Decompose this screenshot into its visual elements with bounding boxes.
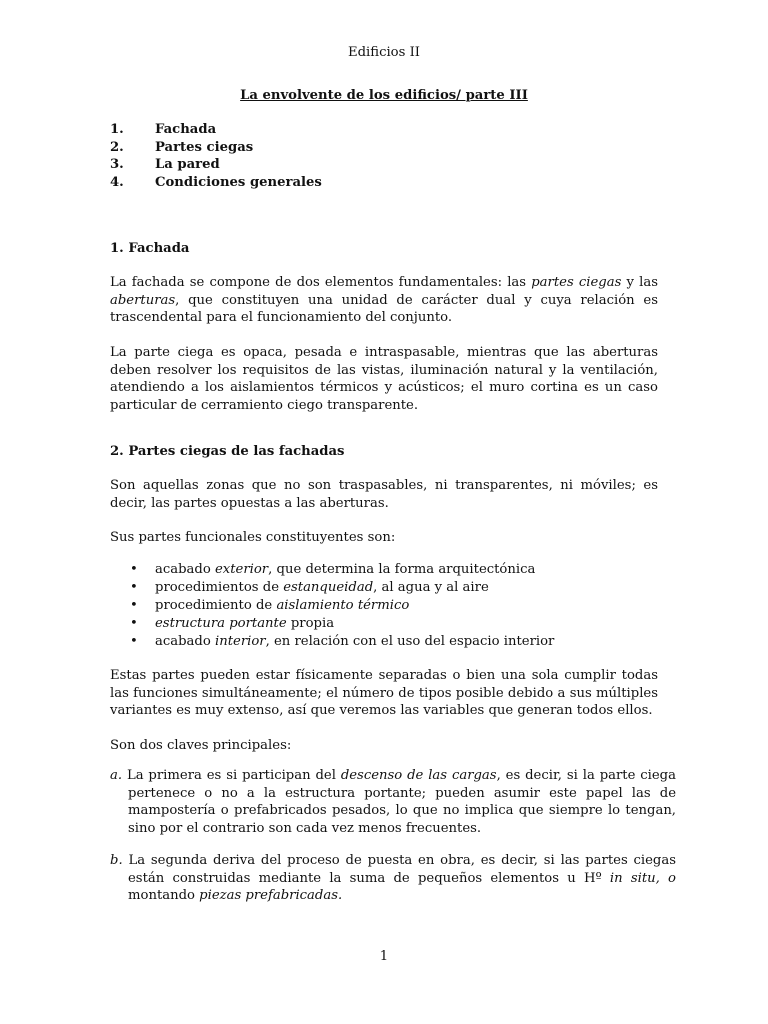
text-italic: partes ciegas bbox=[531, 275, 622, 290]
toc-number: 2. bbox=[110, 139, 124, 155]
key-label: b. bbox=[110, 853, 123, 868]
text: , al agua y al aire bbox=[373, 579, 489, 595]
bullet-icon: • bbox=[130, 615, 138, 631]
text: procedimiento de bbox=[155, 597, 277, 613]
bullet-icon: • bbox=[130, 579, 138, 595]
toc-number: 3. bbox=[110, 157, 124, 173]
key-label: a. bbox=[110, 768, 123, 783]
text-italic: in situ, o bbox=[609, 870, 676, 886]
toc-item bbox=[110, 174, 510, 192]
text: La primera es si participan del bbox=[122, 768, 341, 783]
toc-label: La pared bbox=[155, 157, 220, 173]
text-italic: descenso de las cargas bbox=[340, 768, 497, 783]
text-italic: aberturas bbox=[110, 292, 176, 308]
bullet-icon: • bbox=[130, 633, 138, 649]
key-b bbox=[110, 852, 676, 905]
section-1-paragraph-1 bbox=[110, 274, 658, 327]
bullet-icon: • bbox=[130, 562, 138, 577]
text: , es decir, si la parte ciega pertenece o no a la estructura portante; pueden asumir este papel las de mampostería o prefabricados pesados, lo que no implica que siempre lo tengan, sino por el contrario son cada vez menos frecuentes. bbox=[128, 768, 676, 836]
functional-parts-list bbox=[130, 561, 658, 650]
toc-item bbox=[110, 139, 510, 157]
section-1-heading: 1. Fachada bbox=[110, 241, 190, 256]
toc-label: Fachada bbox=[155, 122, 217, 137]
list-item bbox=[130, 579, 658, 597]
toc-number: 4. bbox=[110, 174, 124, 190]
text: , en relación con el uso del espacio interior bbox=[265, 633, 555, 649]
toc-item bbox=[110, 156, 510, 174]
text-italic: piezas prefabricadas. bbox=[199, 888, 343, 904]
text: propia bbox=[286, 615, 335, 631]
text: La fachada se compone de dos elementos fundamentales: las bbox=[110, 275, 532, 290]
text: , que constituyen una unidad de carácter dual y cuya relación es trascendental para el funcionamiento del conjunto. bbox=[110, 292, 658, 326]
list-item bbox=[130, 633, 658, 651]
toc-label: Partes ciegas bbox=[155, 139, 254, 155]
list-item bbox=[130, 561, 658, 579]
bullet-icon: • bbox=[130, 597, 138, 613]
text-italic: estanqueidad bbox=[283, 579, 374, 595]
text-italic: interior bbox=[215, 633, 266, 649]
list-item bbox=[130, 597, 658, 615]
text: procedimientos de bbox=[155, 579, 284, 595]
text-italic: exterior bbox=[215, 562, 269, 577]
text: y las bbox=[621, 275, 658, 290]
text-italic: estructura portante bbox=[155, 615, 287, 631]
section-2-paragraph-4: Son dos claves principales: bbox=[110, 738, 292, 753]
list-item bbox=[130, 615, 658, 633]
text: acabado bbox=[155, 562, 215, 577]
section-2-paragraph-2: Sus partes funcionales constituyentes son: bbox=[110, 530, 396, 545]
key-a bbox=[110, 767, 676, 837]
text: montando bbox=[128, 888, 200, 904]
toc-number: 1. bbox=[110, 122, 124, 137]
section-1-paragraph-2: La parte ciega es opaca, pesada e intraspasable, mientras que las aberturas deben resolver los requisitos de las vistas, iluminación natural y la ventilación, atendiendo a los aislamientos térmicos y acústicos; el muro cortina es un caso particular de cerramiento ciego transparente. bbox=[110, 345, 658, 413]
section-2-paragraph-3: Estas partes pueden estar físicamente separadas o bien una sola cumplir todas las funciones simultáneamente; el número de tipos posible debido a sus múltiples variantes es muy extenso, así que veremos las variables que generan todos ellos. bbox=[110, 668, 658, 719]
section-2-paragraph-1: Son aquellas zonas que no son traspasables, ni transparentes, ni móviles; es decir, las partes opuestas a las aberturas. bbox=[110, 478, 658, 511]
text: La segunda deriva del proceso de puesta en obra, es decir, si las partes ciegas están construidas mediante la suma de pequeños elementos u Hº bbox=[122, 853, 676, 886]
page-number: 1 bbox=[379, 949, 389, 964]
text-italic: aislamiento térmico bbox=[276, 597, 410, 613]
toc-item bbox=[110, 121, 510, 139]
section-2-heading: 2. Partes ciegas de las fachadas bbox=[110, 444, 345, 459]
table-of-contents bbox=[110, 121, 510, 191]
toc-label: Condiciones generales bbox=[155, 174, 322, 190]
text: , que determina la forma arquitectónica bbox=[268, 562, 536, 577]
document-title: La envolvente de los edificios/ parte III bbox=[240, 88, 528, 103]
text: acabado bbox=[155, 633, 215, 649]
running-header: Edificios II bbox=[347, 45, 420, 60]
